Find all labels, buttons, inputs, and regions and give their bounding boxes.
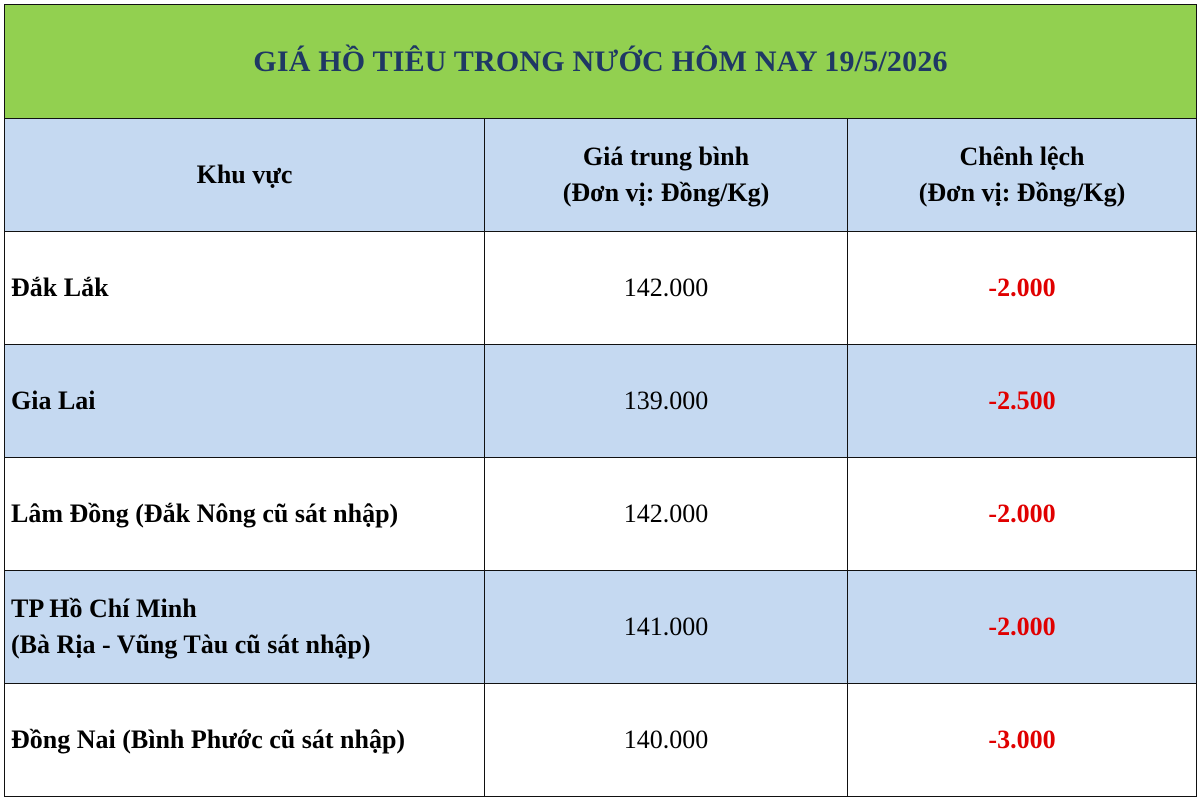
header-price-unit: (Đơn vị: Đồng/Kg) [562,178,770,207]
change-cell: -2.000 [848,458,1197,571]
region-cell [5,571,485,684]
region-cell [5,458,485,571]
table-title: GIÁ HỒ TIÊU TRONG NƯỚC HÔM NAY 19/5/2026 [5,5,1197,119]
price-cell: 140.000 [485,684,848,797]
header-price-label: Giá trung bình [582,141,750,171]
region-name: Gia Lai [11,385,96,415]
change-cell: -2.500 [848,345,1197,458]
region-note: (Bà Rịa - Vũng Tàu cũ sát nhập) [11,630,371,659]
region-cell [5,345,485,458]
table-row [5,684,1197,797]
price-cell: 141.000 [485,571,848,684]
header-change [848,119,1197,232]
change-cell: -3.000 [848,684,1197,797]
price-cell: 142.000 [485,458,848,571]
pepper-price-table [4,4,1197,797]
header-price [485,119,848,232]
change-cell: -2.000 [848,571,1197,684]
table-row [5,458,1197,571]
header-change-unit: (Đơn vị: Đồng/Kg) [918,178,1126,207]
region-cell [5,684,485,797]
table-row [5,232,1197,345]
table-row [5,345,1197,458]
region-cell [5,232,485,345]
region-name: Đắk Lắk [11,272,109,302]
header-change-label: Chênh lệch [959,141,1085,171]
table-row [5,571,1197,684]
price-cell: 142.000 [485,232,848,345]
region-name: Đồng Nai (Bình Phước cũ sát nhập) [11,724,406,754]
region-name: Lâm Đồng (Đắk Nông cũ sát nhập) [11,498,399,528]
change-cell: -2.000 [848,232,1197,345]
header-row [5,119,1197,232]
region-name: TP Hồ Chí Minh [11,593,197,623]
header-region: Khu vực [5,119,485,232]
title-row [5,5,1197,119]
price-cell: 139.000 [485,345,848,458]
